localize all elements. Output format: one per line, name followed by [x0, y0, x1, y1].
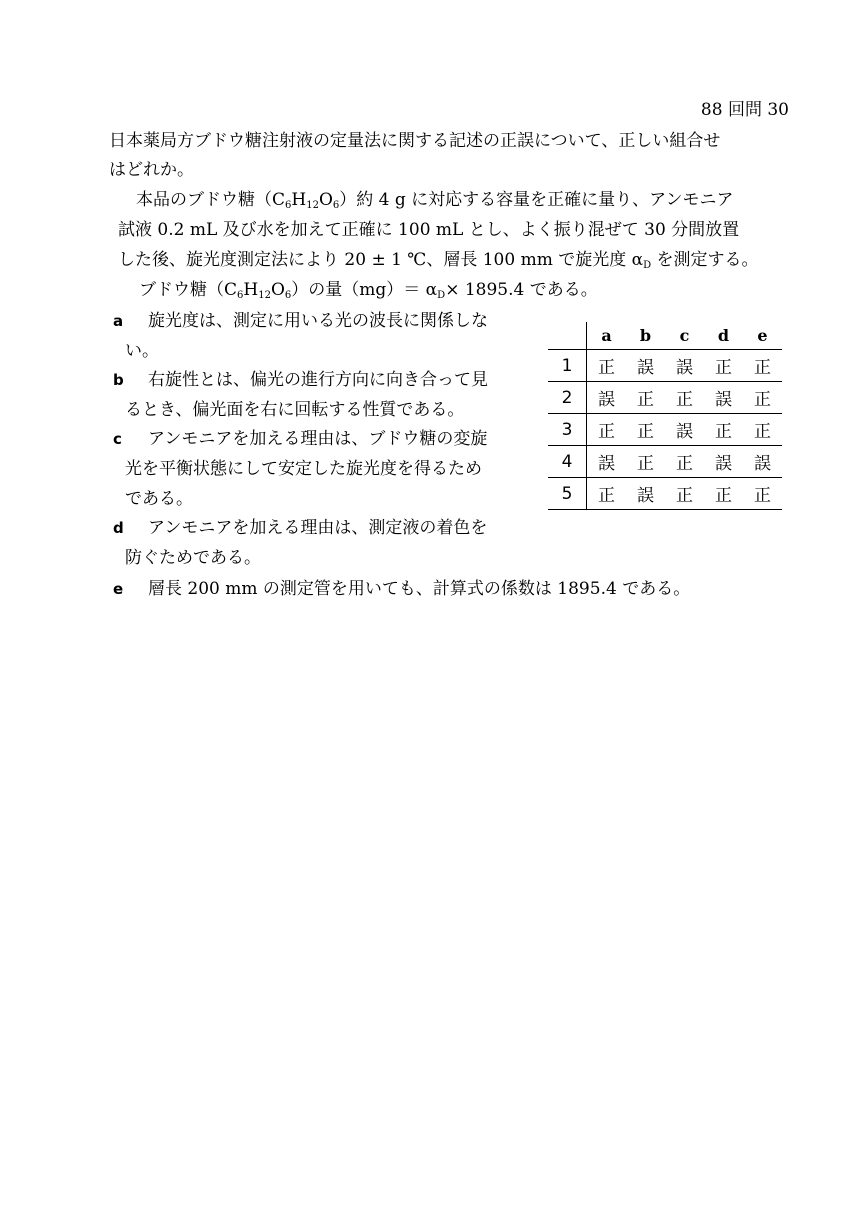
- choice-cell: 誤: [665, 414, 704, 446]
- statement-label: a: [113, 312, 124, 330]
- statement-label: d: [113, 519, 124, 537]
- procedure-line2: 試液 0.2 mL 及び水を加えて正確に 100 mL とし、よく振り混ぜて 30 分間放置: [118, 220, 740, 240]
- statement-text: 層長 200 mm の測定管を用いても、計算式の係数は 1895.4 である。: [148, 579, 691, 599]
- choice-cell: 正: [704, 350, 743, 382]
- column-header: b: [639, 326, 652, 345]
- choice-cell: 誤: [587, 382, 627, 414]
- choice-number: 4: [548, 446, 587, 478]
- statement-text: アンモニアを加える理由は、ブドウ糖の変旋: [148, 429, 488, 449]
- choice-cell: 正: [587, 478, 627, 510]
- choice-number: 3: [548, 414, 587, 446]
- answer-table-header: [548, 322, 782, 350]
- choice-cell: 正: [665, 382, 704, 414]
- choice-number: 1: [548, 350, 587, 382]
- choice-cell: 正: [626, 414, 665, 446]
- statement-text: 光を平衡状態にして安定した旋光度を得るため: [125, 459, 482, 479]
- corner-cell: [548, 322, 587, 350]
- choice-cell: 正: [626, 446, 665, 478]
- statement-label: b: [113, 371, 124, 389]
- statement-text: である。: [125, 489, 193, 509]
- choice-cell: 正: [587, 350, 627, 382]
- choice-cell: 誤: [626, 350, 665, 382]
- column-header: e: [757, 326, 768, 345]
- choice-row: [548, 382, 782, 414]
- choice-cell: 誤: [704, 382, 743, 414]
- choice-cell: 正: [704, 414, 743, 446]
- column-header: c: [679, 326, 690, 345]
- question-stem-line2: はどれか。: [109, 160, 194, 180]
- statement-text: アンモニアを加える理由は、測定液の着色を: [148, 518, 488, 538]
- choice-number: 2: [548, 382, 587, 414]
- choice-cell: 正: [743, 350, 782, 382]
- choice-cell: 正: [704, 478, 743, 510]
- choice-cell: 正: [665, 446, 704, 478]
- statement-text: 右旋性とは、偏光の進行方向に向き合って見: [148, 370, 488, 390]
- choice-row: [548, 414, 782, 446]
- statement-label: e: [113, 580, 124, 598]
- statement-label: c: [113, 430, 122, 448]
- choice-row: [548, 478, 782, 510]
- statement-text: るとき、偏光面を右に回転する性質である。: [125, 400, 465, 420]
- procedure-line1: 本品のブドウ糖$(C_6H_{12}O_6)$約 4 g に対応する容量を正確に量り、アンモニア: [136, 190, 734, 211]
- question-number: 88 回問 30: [700, 100, 789, 120]
- formula-line: ブドウ糖$(C_6H_{12}O_6)$の量（mg）＝ αD× 1895.4 である。: [139, 280, 598, 301]
- choice-cell: 誤: [665, 350, 704, 382]
- choice-cell: 正: [665, 478, 704, 510]
- choice-cell: 誤: [626, 478, 665, 510]
- choice-row: [548, 350, 782, 382]
- choice-row: [548, 446, 782, 478]
- choice-cell: 正: [626, 382, 665, 414]
- statement-text: い。: [125, 341, 159, 361]
- answer-table: [548, 322, 782, 510]
- choice-cell: 正: [743, 382, 782, 414]
- procedure-line3: した後、旋光度測定法により 20 ± 1 ℃、層長 100 mm で旋光度 αD を測定する。: [118, 250, 759, 271]
- statement-text: 防ぐためである。: [125, 548, 261, 568]
- question-stem-line1: 日本薬局方ブドウ糖注射液の定量法に関する記述の正誤について、正しい組合せ: [109, 131, 721, 151]
- statement-text: 旋光度は、測定に用いる光の波長に関係しな: [148, 311, 488, 331]
- choice-cell: 正: [743, 478, 782, 510]
- choice-number: 5: [548, 478, 587, 510]
- choice-cell: 正: [587, 414, 627, 446]
- choice-cell: 誤: [587, 446, 627, 478]
- choice-cell: 誤: [743, 446, 782, 478]
- choice-cell: 誤: [704, 446, 743, 478]
- choice-cell: 正: [743, 414, 782, 446]
- column-header: d: [717, 326, 730, 345]
- column-header: a: [601, 326, 612, 345]
